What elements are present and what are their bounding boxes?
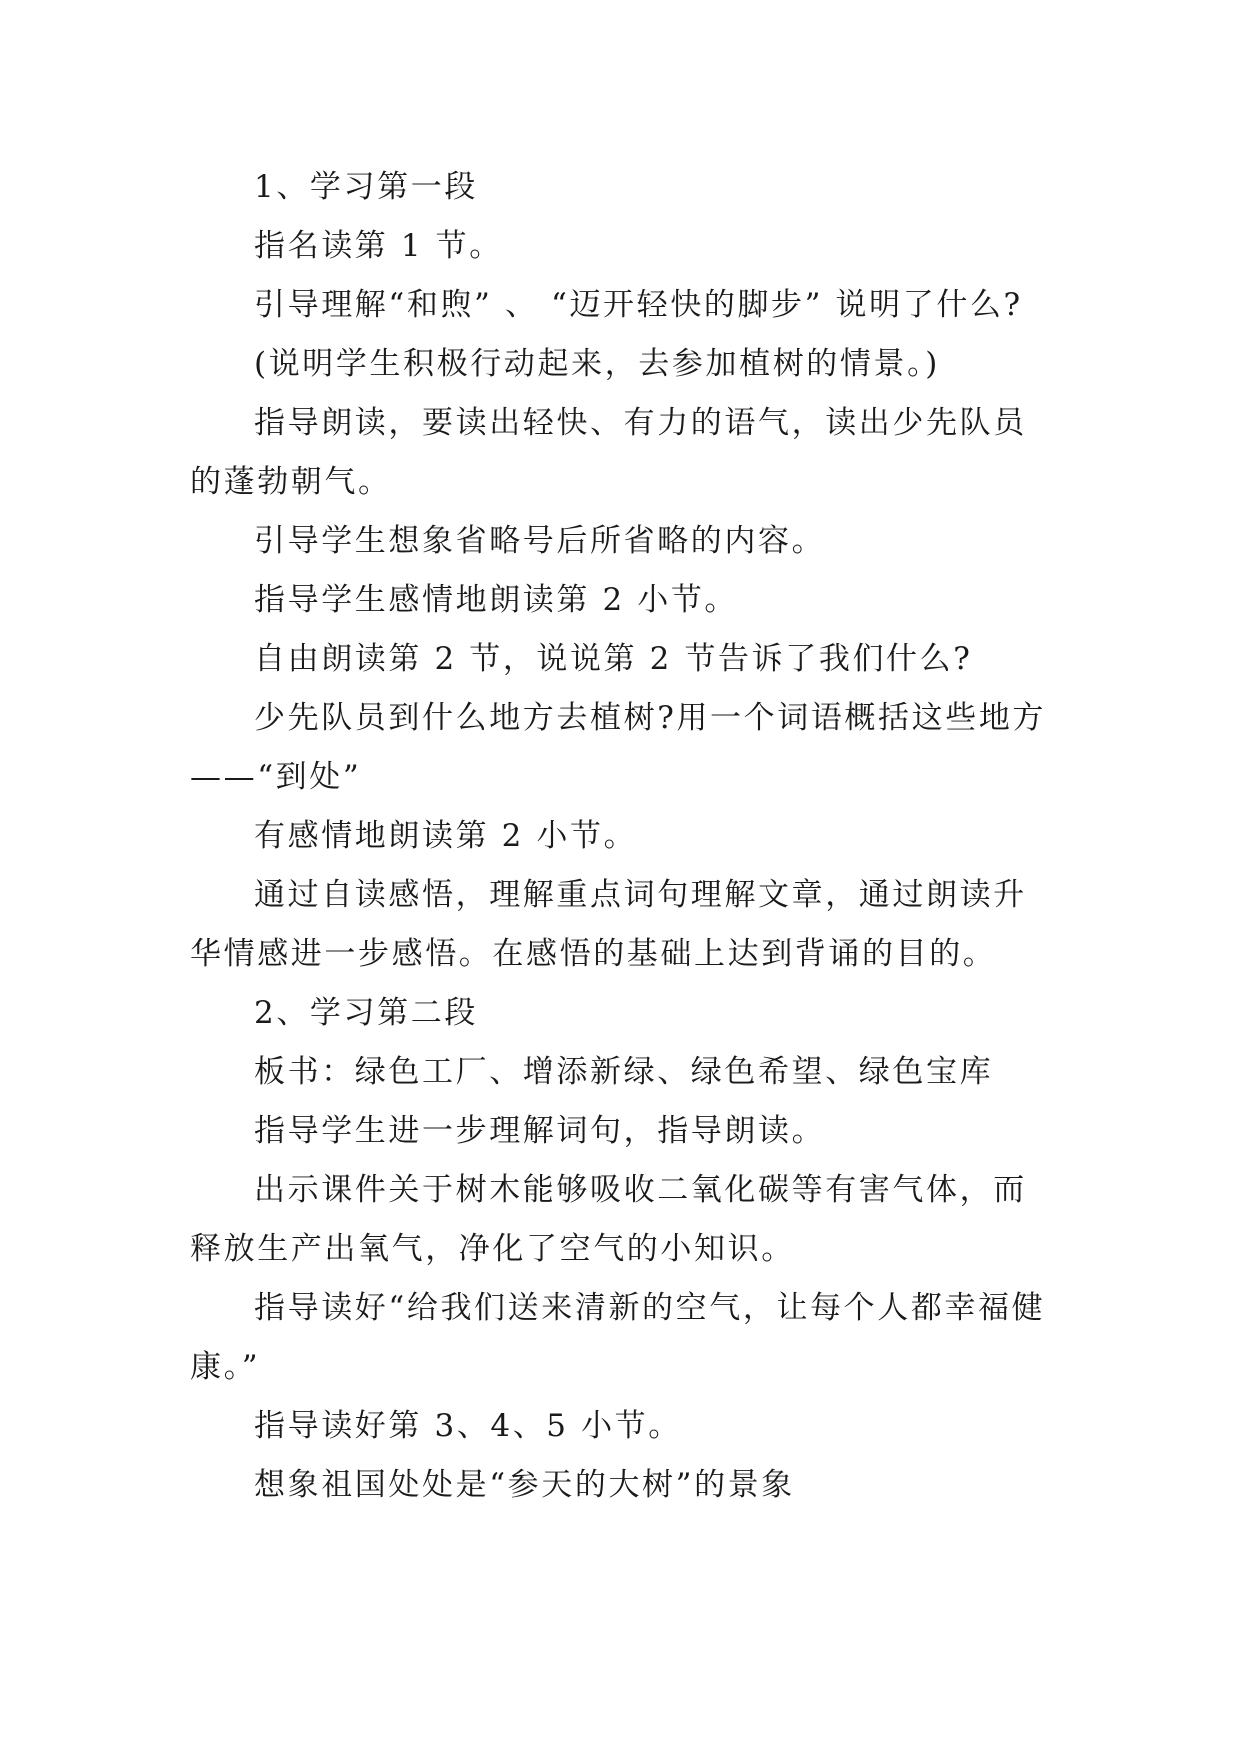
paragraph: 指名读第 1 节。 [254,228,503,264]
paragraph: 想象祖国处处是“参天的大树”的景象 [254,1467,795,1503]
document-body [190,158,1052,1515]
paragraph: 指导读好第 3、4、5 小节。 [254,1408,682,1444]
section-heading-1: 1、学习第一段 [254,169,478,205]
paragraph: 引导学生想象省略号后所省略的内容。 [254,523,826,559]
paragraph: 指导朗读，要读出轻快、有力的语气，读出少先队员的蓬勃朝气。 [190,405,1027,500]
paragraph: 少先队员到什么地方去植树?用一个词语概括这些地方——“到处” [190,700,1047,795]
paragraph: 有感情地朗读第 2 小节。 [254,818,638,854]
section-heading-2: 2、学习第二段 [254,995,478,1031]
paragraph: 指导学生感情地朗读第 2 小节。 [254,582,739,618]
paragraph: 自由朗读第 2 节，说说第 2 节告诉了我们什么? [254,641,973,677]
paragraph: 通过自读感悟，理解重点词句理解文章，通过朗读升华情感进一步感悟。在感悟的基础上达到背诵的目的。 [190,877,1027,972]
paragraph: 引导理解“和煦” 、 “迈开轻快的脚步” 说明了什么? [254,287,1023,323]
paragraph: (说明学生积极行动起来，去参加植树的情景。) [254,346,940,382]
paragraph: 出示课件关于树木能够吸收二氧化碳等有害气体，而释放生产出氧气，净化了空气的小知识。 [190,1172,1027,1267]
paragraph: 指导学生进一步理解词句，指导朗读。 [254,1113,826,1149]
paragraph: 板书：绿色工厂、增添新绿、绿色希望、绿色宝库 [254,1054,994,1090]
paragraph: 指导读好“给我们送来清新的空气，让每个人都幸福健康。” [190,1290,1046,1385]
